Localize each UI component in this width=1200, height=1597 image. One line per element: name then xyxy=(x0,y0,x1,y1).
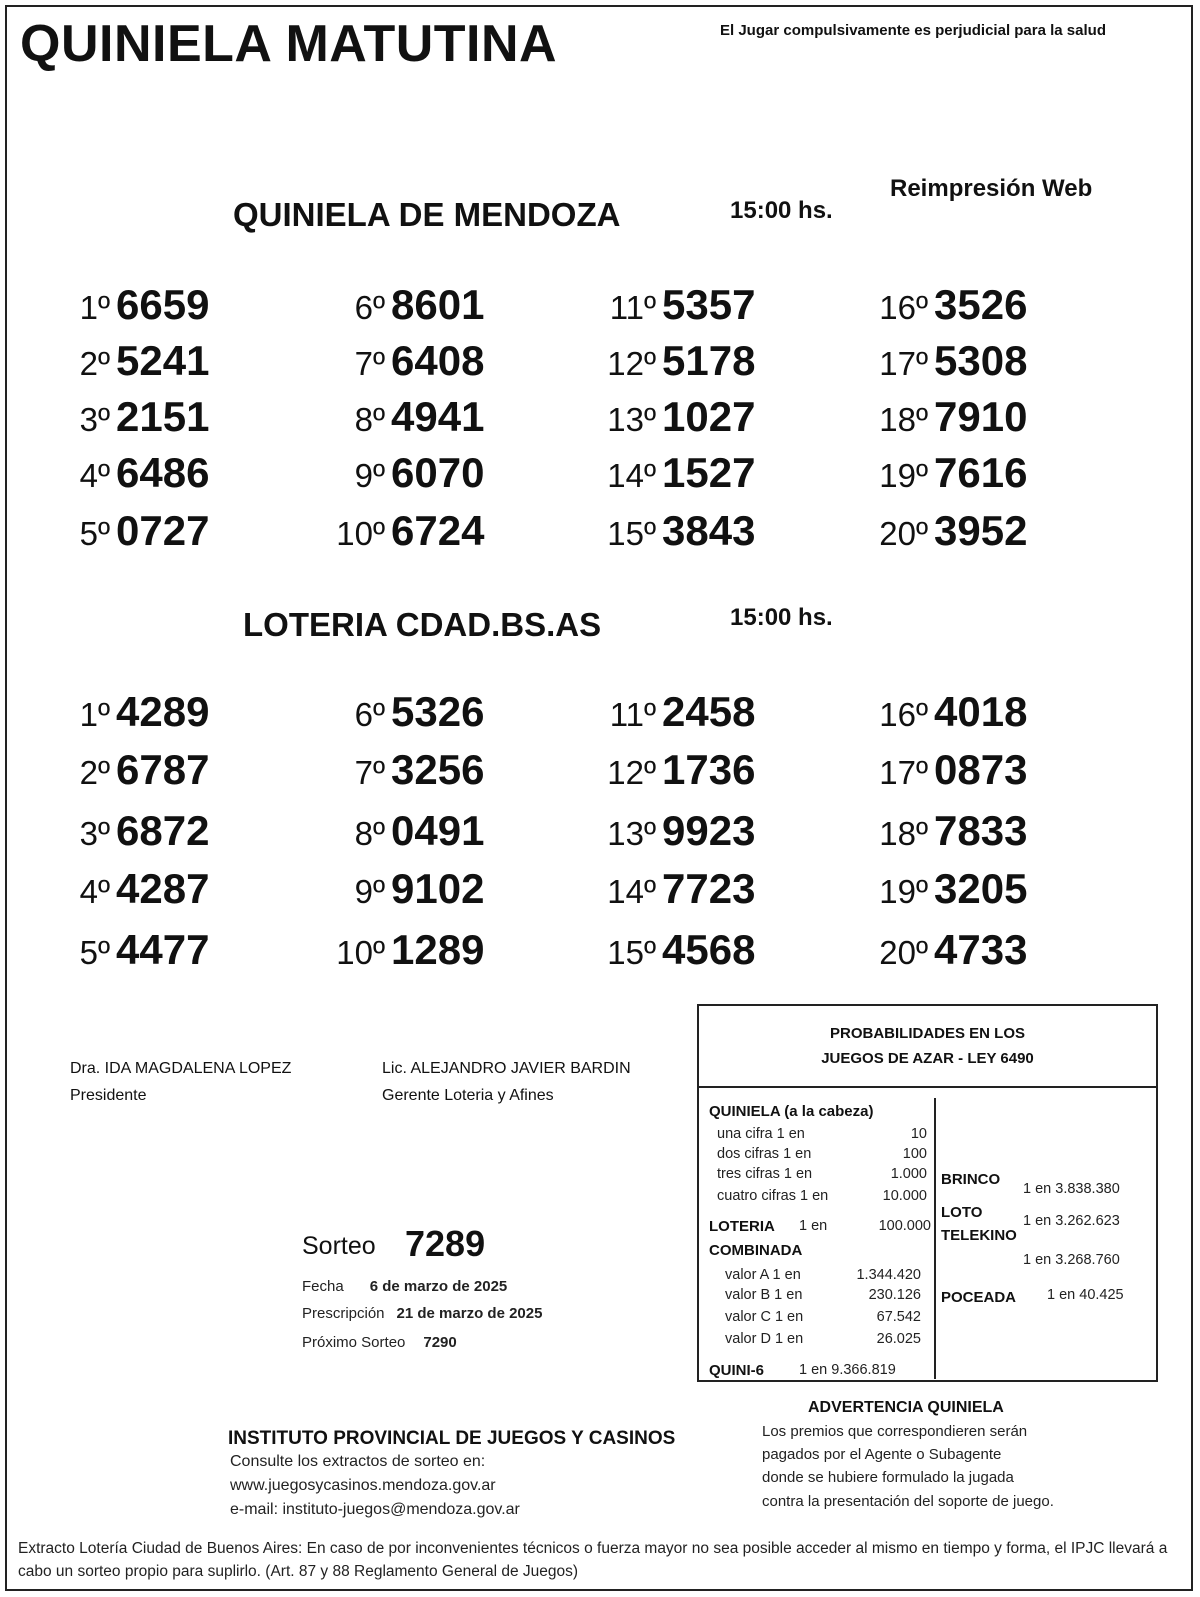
combinada-row-value: 230.126 xyxy=(868,1287,921,1303)
result-number: 4289 xyxy=(116,688,210,735)
result-cell xyxy=(593,688,755,736)
instituto-email: e-mail: instituto-juegos@mendoza.gov.ar xyxy=(230,1501,520,1518)
result-cell xyxy=(593,393,755,441)
result-position: 11º xyxy=(609,696,656,733)
result-number: 6408 xyxy=(391,337,485,384)
result-number: 0491 xyxy=(391,807,485,854)
result-cell xyxy=(865,688,1027,736)
result-number: 7910 xyxy=(934,393,1028,440)
result-number: 0727 xyxy=(116,507,210,554)
advertencia-line4: contra la presentación del soporte de juego. xyxy=(762,1493,1054,1510)
result-position: 5º xyxy=(79,515,110,552)
result-number: 6070 xyxy=(391,449,485,496)
quiniela-row-label: una cifra 1 en xyxy=(717,1126,805,1142)
result-position: 3º xyxy=(79,401,110,438)
quini6-label: QUINI-6 xyxy=(709,1362,765,1379)
result-cell xyxy=(322,507,484,555)
result-number: 5178 xyxy=(662,337,756,384)
result-cell xyxy=(322,393,484,441)
probabilities-box xyxy=(697,1004,1158,1382)
fecha-row xyxy=(302,1278,507,1295)
result-number: 7616 xyxy=(934,449,1028,496)
result-cell xyxy=(70,337,209,385)
result-position: 20º xyxy=(879,515,928,552)
combinada-row-value: 67.542 xyxy=(876,1309,921,1325)
result-position: 10º xyxy=(336,934,385,971)
result-position: 1º xyxy=(79,289,110,326)
result-number: 4018 xyxy=(934,688,1028,735)
result-number: 1736 xyxy=(662,746,756,793)
result-number: 2458 xyxy=(662,688,756,735)
advertencia-line1: Los premios que correspondieren serán xyxy=(762,1423,1028,1440)
result-cell xyxy=(865,393,1027,441)
result-number: 5357 xyxy=(662,281,756,328)
result-cell xyxy=(865,507,1027,555)
loteria-prob-value: 100.000 xyxy=(878,1218,931,1234)
result-number: 4941 xyxy=(391,393,485,440)
result-number: 4287 xyxy=(116,865,210,912)
result-number: 6659 xyxy=(116,281,210,328)
result-position: 13º xyxy=(607,401,656,438)
result-number: 5241 xyxy=(116,337,210,384)
proximo-label: Próximo Sorteo xyxy=(302,1334,406,1351)
combinada-row-value: 1.344.420 xyxy=(856,1267,921,1283)
result-position: 3º xyxy=(79,815,110,852)
loteria-prob-label: LOTERIA xyxy=(709,1218,775,1235)
result-cell xyxy=(865,926,1027,974)
result-cell xyxy=(322,807,484,855)
sorteo-label: Sorteo xyxy=(302,1232,376,1260)
result-number: 7833 xyxy=(934,807,1028,854)
result-cell xyxy=(70,281,209,329)
result-cell xyxy=(593,449,755,497)
result-cell xyxy=(593,337,755,385)
loto-label: LOTO xyxy=(941,1204,983,1221)
quiniela-row-value: 10.000 xyxy=(882,1188,927,1204)
section-time-mendoza: 15:00 hs. xyxy=(730,197,833,224)
signature-right-name: Lic. ALEJANDRO JAVIER BARDIN xyxy=(382,1060,631,1077)
probabilities-title-line2: JUEGOS DE AZAR - LEY 6490 xyxy=(821,1050,1034,1067)
result-cell xyxy=(70,393,209,441)
result-position: 16º xyxy=(879,289,928,326)
result-number: 6724 xyxy=(391,507,485,554)
result-position: 18º xyxy=(879,815,928,852)
result-position: 17º xyxy=(879,345,928,382)
result-cell xyxy=(70,926,209,974)
sorteo-number: 7289 xyxy=(405,1223,486,1264)
result-position: 17º xyxy=(879,754,928,791)
telekino-label: TELEKINO xyxy=(941,1227,1017,1244)
fecha-value: 6 de marzo de 2025 xyxy=(369,1278,508,1295)
result-number: 3843 xyxy=(662,507,756,554)
result-number: 5308 xyxy=(934,337,1028,384)
result-position: 16º xyxy=(879,696,928,733)
result-number: 6872 xyxy=(116,807,210,854)
section-time-loteria: 15:00 hs. xyxy=(730,604,833,631)
result-number: 6486 xyxy=(116,449,210,496)
result-position: 12º xyxy=(607,754,656,791)
probabilities-title-line1: PROBABILIDADES EN LOS xyxy=(829,1025,1025,1042)
result-cell xyxy=(70,688,209,736)
result-number: 9102 xyxy=(391,865,485,912)
result-cell xyxy=(70,746,209,794)
advertencia-line2: pagados por el Agente o Subagente xyxy=(762,1446,1002,1463)
result-number: 5326 xyxy=(391,688,485,735)
result-number: 3256 xyxy=(391,746,485,793)
prescripcion-label: Prescripción xyxy=(302,1305,385,1322)
result-cell xyxy=(593,926,755,974)
result-position: 1º xyxy=(79,696,110,733)
result-position: 4º xyxy=(79,457,110,494)
result-position: 18º xyxy=(879,401,928,438)
result-cell xyxy=(70,449,209,497)
result-position: 7º xyxy=(354,754,385,791)
signature-left-name: Dra. IDA MAGDALENA LOPEZ xyxy=(70,1060,292,1077)
result-position: 6º xyxy=(354,696,385,733)
quiniela-row-label: dos cifras 1 en xyxy=(717,1146,812,1162)
result-position: 15º xyxy=(607,515,656,552)
combinada-row-label: valor D 1 en xyxy=(725,1331,804,1347)
result-cell xyxy=(593,507,755,555)
result-number: 9923 xyxy=(662,807,756,854)
result-position: 14º xyxy=(607,873,656,910)
result-cell xyxy=(322,449,484,497)
brinco-value: 1 en 3.838.380 xyxy=(1023,1181,1120,1197)
signature-right-role: Gerente Loteria y Afines xyxy=(382,1087,554,1104)
result-cell xyxy=(70,865,209,913)
result-position: 8º xyxy=(354,815,385,852)
combinada-title: COMBINADA xyxy=(709,1242,803,1259)
result-number: 1289 xyxy=(391,926,485,973)
loteria-prob-text: 1 en xyxy=(799,1218,828,1234)
result-position: 19º xyxy=(879,457,928,494)
poceada-value: 1 en 40.425 xyxy=(1047,1287,1124,1303)
result-position: 14º xyxy=(607,457,656,494)
loto-value: 1 en 3.262.623 xyxy=(1023,1213,1120,1229)
prescripcion-row xyxy=(302,1305,542,1322)
signature-left-role: Presidente xyxy=(70,1087,147,1104)
result-position: 8º xyxy=(354,401,385,438)
result-number: 1527 xyxy=(662,449,756,496)
result-cell xyxy=(70,507,209,555)
quiniela-prob-title: QUINIELA (a la cabeza) xyxy=(709,1103,874,1120)
result-cell xyxy=(593,746,755,794)
result-number: 6787 xyxy=(116,746,210,793)
telekino-value: 1 en 3.268.760 xyxy=(1023,1252,1120,1268)
result-cell xyxy=(865,337,1027,385)
quiniela-row-value: 1.000 xyxy=(890,1166,927,1182)
health-warning: El Jugar compulsivamente es perjudicial para la salud xyxy=(720,22,1106,39)
combinada-row-value: 26.025 xyxy=(876,1331,921,1347)
combinada-row-label: valor B 1 en xyxy=(725,1287,803,1303)
result-cell xyxy=(593,807,755,855)
instituto-website: www.juegosycasinos.mendoza.gov.ar xyxy=(230,1477,496,1494)
result-number: 7723 xyxy=(662,865,756,912)
result-cell xyxy=(322,926,484,974)
result-position: 2º xyxy=(79,345,110,382)
result-cell xyxy=(322,746,484,794)
result-number: 1027 xyxy=(662,393,756,440)
section-title-loteria: LOTERIA CDAD.BS.AS xyxy=(243,606,602,643)
result-position: 7º xyxy=(354,345,385,382)
proximo-row xyxy=(302,1334,457,1351)
result-number: 4733 xyxy=(934,926,1028,973)
footer-note: Extracto Lotería Ciudad de Buenos Aires: En caso de por inconvenientes técnicos o fuerza mayor no sea posible acceder al mismo en tiempo y forma, el IPJC llevará a cabo un sorteo propio para suplirlo. (Art. 87 y 88 Reglamento General de Juegos) xyxy=(18,1540,1168,1580)
result-cell xyxy=(865,449,1027,497)
result-position: 11º xyxy=(609,289,656,326)
quini6-value: 1 en 9.366.819 xyxy=(799,1362,896,1378)
advertencia-title: ADVERTENCIA QUINIELA xyxy=(808,1399,1004,1416)
page-title: QUINIELA MATUTINA xyxy=(20,15,558,73)
instituto-line1: Consulte los extractos de sorteo en: xyxy=(230,1453,486,1470)
result-position: 12º xyxy=(607,345,656,382)
result-number: 3205 xyxy=(934,865,1028,912)
brinco-label: BRINCO xyxy=(941,1171,1001,1188)
result-cell xyxy=(322,281,484,329)
result-cell xyxy=(322,688,484,736)
result-cell xyxy=(865,865,1027,913)
result-position: 19º xyxy=(879,873,928,910)
combinada-row-label: valor A 1 en xyxy=(725,1267,801,1283)
prescripcion-value: 21 de marzo de 2025 xyxy=(396,1305,543,1322)
result-number: 2151 xyxy=(116,393,210,440)
section-title-mendoza: QUINIELA DE MENDOZA xyxy=(233,196,621,233)
result-number: 4568 xyxy=(662,926,756,973)
result-position: 9º xyxy=(354,457,385,494)
probabilities-divider xyxy=(934,1098,936,1379)
quiniela-row-value: 100 xyxy=(902,1146,927,1162)
result-cell xyxy=(70,807,209,855)
instituto-title: INSTITUTO PROVINCIAL DE JUEGOS Y CASINOS xyxy=(228,1428,676,1449)
result-position: 10º xyxy=(336,515,385,552)
combinada-row-label: valor C 1 en xyxy=(725,1309,804,1325)
result-position: 5º xyxy=(79,934,110,971)
poceada-label: POCEADA xyxy=(941,1289,1017,1306)
result-position: 15º xyxy=(607,934,656,971)
result-cell xyxy=(593,281,755,329)
result-position: 9º xyxy=(354,873,385,910)
fecha-label: Fecha xyxy=(302,1278,344,1295)
proximo-value: 7290 xyxy=(423,1334,457,1351)
result-cell xyxy=(865,746,1027,794)
result-cell xyxy=(593,865,755,913)
advertencia-line3: donde se hubiere formulado la jugada xyxy=(762,1469,1014,1486)
quiniela-row-value: 10 xyxy=(910,1126,927,1142)
result-position: 6º xyxy=(354,289,385,326)
result-position: 2º xyxy=(79,754,110,791)
result-number: 0873 xyxy=(934,746,1028,793)
result-position: 20º xyxy=(879,934,928,971)
result-number: 3952 xyxy=(934,507,1028,554)
result-cell xyxy=(865,807,1027,855)
quiniela-row-label: cuatro cifras 1 en xyxy=(717,1188,829,1204)
result-position: 13º xyxy=(607,815,656,852)
result-number: 4477 xyxy=(116,926,210,973)
result-position: 4º xyxy=(79,873,110,910)
probabilities-header xyxy=(699,1006,1156,1088)
result-cell xyxy=(865,281,1027,329)
result-cell xyxy=(322,337,484,385)
reprint-label: Reimpresión Web xyxy=(890,175,1093,202)
result-number: 3526 xyxy=(934,281,1028,328)
result-cell xyxy=(322,865,484,913)
quiniela-row-label: tres cifras 1 en xyxy=(717,1166,813,1182)
result-number: 8601 xyxy=(391,281,485,328)
